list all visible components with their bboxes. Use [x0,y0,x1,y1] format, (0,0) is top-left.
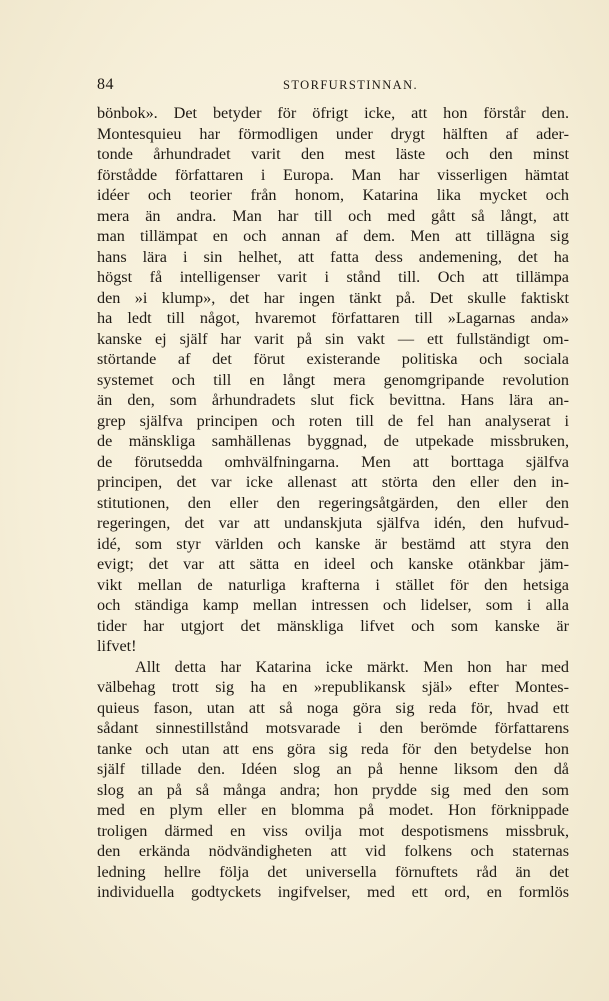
text-line: systemet och till en långt mera genomgripande revolution [97,370,569,389]
text-line: tonde århundradet varit den mest läste och den minst [97,145,569,163]
text-line: individuella godtyckets ingifvelser, med ett ord, en formlös [97,883,569,901]
text-line: de förutsedda omhvälfningarna. Men att borttaga själfva [97,452,569,471]
text-line: sådant sinnestillstånd motsvarade i den berömde författarens [97,719,569,737]
text-line: tanke och utan att ens göra sig reda för den betydelse hon [97,739,569,758]
text-line: högst få intelligenser varit i stånd till. Och att tillämpa [97,268,569,286]
text-line: förstådde författaren i Europa. Man har visserligen hämtat [97,165,569,184]
text-line: ha ledt till något, hvaremot författaren till »Lagarnas anda» [97,309,569,327]
text-line: hans lära i sin helhet, att fatta dess andemening, det ha [97,247,569,266]
text-line: idéer och teorier från honom, Katarina lika mycket och [97,186,569,204]
text-line: grep själfva principen och roten till de fel han analyserat i [97,411,569,430]
text-line: tider har utgjort det mänskliga lifvet och som kanske är [97,616,569,635]
text-line: Montesquieu har förmodligen under drygt hälften af ader- [97,124,569,143]
text-line: regeringen, det var att undanskjuta själfva idén, den hufvud- [97,514,569,532]
text-line: vikt mellan de naturliga krafterna i stället för den hetsiga [97,575,569,594]
text-line: evigt; det var att sätta en ideel och kanske otänkbar jäm- [97,555,569,573]
text-line: välbehag trott sig ha en »republikansk själ» efter Montes- [97,678,569,696]
text-line: den erkända nödvändigheten att vid folkens och staternas [97,842,569,860]
text-line: kanske ej själf har varit på sin vakt — ett fullständigt om- [97,329,569,348]
text-line: själf tillade den. Idéen slog an på henne liksom den då [97,760,569,778]
text-line: troligen därmed en viss ovilja mot despotismens missbruk, [97,821,569,840]
page-header [97,76,569,96]
text-line: mera än andra. Man har till och med gått så långt, att [97,206,569,225]
text-line-paragraph-end: lifvet! [97,637,137,655]
text-line: idé, som styr världen och kanske är bestämd att styra den [97,534,569,553]
text-line: slog an på så många andra; hon prydde sig med den som [97,780,569,799]
text-line: principen, det var icke allenast att störta den eller den in- [97,473,569,491]
running-head: STORFURSTINNAN. [283,78,419,92]
text-line: stitutionen, den eller den regeringsåtgärden, den eller den [97,493,569,512]
body-text [97,103,569,903]
text-line: de mänskliga samhällenas byggnad, de utpekade missbruken, [97,432,569,450]
text-line: ledning hellre följa det universella förnuftets råd än det [97,862,569,881]
text-line: och ständiga kamp mellan intressen och lidelser, som i alla [97,596,569,614]
text-line: än den, som århundradets slut fick bevittna. Hans lära an- [97,391,569,409]
text-line: störtande af det förut existerande politiska och sociala [97,350,569,368]
text-line: bönbok». Det betyder för öfrigt icke, att hon förstår den. [97,104,569,122]
text-line: man tillämpat en och annan af dem. Men att tillägna sig [97,227,569,245]
text-line: med en plym eller en blomma på modet. Hon förknippade [97,801,569,819]
page-number: 84 [97,76,114,93]
text-line-paragraph-start: Allt detta har Katarina icke märkt. Men hon har med [135,657,569,676]
text-line: quieus fason, utan att så noga göra sig reda för, hvad ett [97,698,569,717]
text-line: den »i klump», det har ingen tänkt på. Det skulle faktiskt [97,288,569,307]
